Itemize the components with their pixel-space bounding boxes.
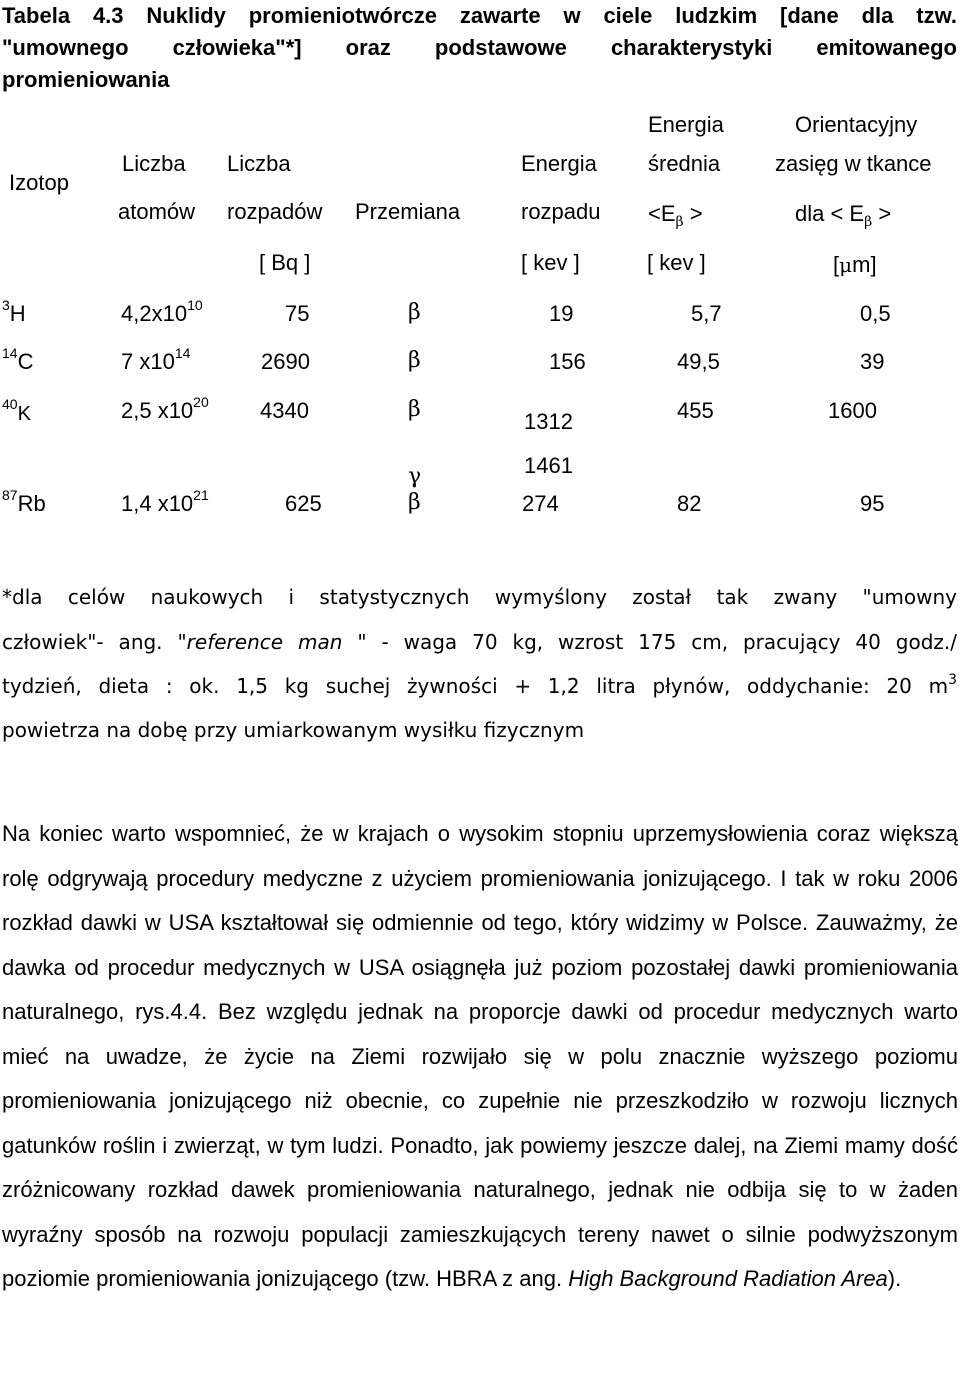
range-cell: 39 (860, 349, 885, 374)
footnote-line-2: człowiek"- ang. "reference man " - waga 70 kg, wzrost 175 cm, pracujący 40 godz./ (2, 630, 958, 654)
energy-cell: 274 (522, 491, 559, 516)
mass-number: 87 (2, 487, 18, 503)
caption-line-2: "umownego człowieka"*] oraz podstawowe charakterystyki emitowanego (2, 35, 957, 60)
table-caption (2, 0, 957, 96)
isotope-cell (2, 487, 46, 516)
range-cell: 1600 (828, 398, 877, 423)
decays-cell: 75 (285, 301, 310, 326)
mu-symbol: μ (839, 253, 853, 277)
header-mean-line2: średnia (648, 151, 721, 176)
range-cell: 0,5 (860, 301, 891, 326)
header-energy-line2: rozpadu (521, 199, 601, 224)
header-atoms-line2: atomów (118, 199, 196, 224)
energy-cell-gamma: 1461 (524, 453, 573, 478)
decays-cell: 625 (285, 491, 322, 516)
header-mean-line3 (648, 201, 703, 230)
decay-mode-cell: β (408, 348, 421, 373)
header-range-line1: Orientacyjny (795, 112, 918, 137)
header-decays-unit: [ Bq ] (259, 250, 311, 275)
decays-cell: 4340 (260, 398, 309, 423)
element-symbol: H (9, 301, 26, 326)
isotope-cell (2, 345, 34, 374)
caption-line-3: promieniowania (2, 67, 170, 92)
reference-man: "reference man " (177, 630, 367, 654)
footnote-line-1: *dla celów naukowych i statystycznych wymyślony został tak zwany "umowny (2, 585, 957, 609)
caption-line-1: Tabela 4.3 Nuklidy promieniotwórcze zawarte w ciele ludzkim [dane dla tzw. (2, 3, 957, 28)
energy-cell: 156 (549, 349, 586, 374)
isotope-cell (2, 297, 26, 326)
decay-mode-cell: β (408, 397, 421, 422)
header-mean-e: <E (648, 201, 676, 226)
decay-mode-cell: β (408, 490, 421, 515)
atoms-cell: 2,5 $x10^{20}$ (121, 394, 209, 423)
header-przemiana: Przemiana (355, 199, 461, 224)
atoms-cell: 7 $x10^{14}$ (121, 345, 191, 374)
mass-number: 40 (2, 396, 18, 412)
mass-number: 3 (2, 297, 10, 313)
mean-energy-cell: 5,7 (691, 301, 722, 326)
element-symbol: Rb (17, 491, 46, 516)
header-range-dla: dla < E (795, 201, 865, 226)
decay-mode-gamma: γ (408, 464, 422, 489)
header-mean-close: > (683, 201, 703, 226)
header-mean-unit: [ kev ] (647, 250, 706, 275)
header-mean-line1: Energia (648, 112, 724, 137)
footnote-line-4: powietrza na dobę przy umiarkowanym wysiłku fizycznym (2, 718, 585, 742)
energy-cell: 19 (549, 301, 574, 326)
mass-number: 14 (2, 345, 18, 361)
decays-cell: 2690 (261, 349, 310, 374)
element-symbol: C (17, 349, 34, 374)
atoms-cell: $4,2x10^{10}$ (121, 297, 203, 326)
hbra-term: High Background Radiation Area (568, 1266, 888, 1291)
header-range-line2: zasięg w tkance (775, 151, 932, 176)
mean-energy-cell: 49,5 (677, 349, 720, 374)
isotope-cell (2, 396, 31, 425)
body-paragraph: Na koniec warto wspomnieć, że w krajach o wysokim stopniu uprzemysłowienia coraz większą rolę odgrywają procedury medyczne z użyciem promieniowania jonizującego. I tak w roku 2006 rozkład dawki w USA kształtował się odmiennie od tego, który widzimy w Polsce. Zauważmy, że dawka od procedur medycznych w USA osiągnęła już poziom pozostałej dawki promieniowania naturalnego, rys.4.4. Bez względu jednak na proporcje dawki od procedur medycznych warto mieć na uwadze, że życie na Ziemi rozwijało się w polu znacznie wyższego poziomu promieniowania jonizującego niż obecnie, co zupełnie nie przeszkodziło w rozwoju licznych gatunków roślin i zwierząt, w tym ludzi. Ponadto, jak powiemy jeszcze dalej, na Ziemi mamy dość zróżnicowany rozkład dawek promieniowania naturalnego, jednak nie odbija się to w żaden wyraźny sposób na rozwoju populacji zamieszkujących tereny nawet o silnie podwyższonym poziomie promieniowania jonizującego (tzw. HBRA z ang. High Background Radiation Area). (2, 821, 958, 1291)
header-range-line3 (795, 201, 892, 230)
header-decays-line2: rozpadów (227, 199, 323, 224)
footnote-line-3: tydzień, dieta : ok. 1,5 kg suchej żywności + 1,2 litra płynów, oddychanie: 20 $m^3$ (2, 672, 957, 698)
element-symbol: K (17, 403, 31, 425)
range-cell: 95 (860, 491, 885, 516)
energy-cell: 1312 (524, 409, 573, 434)
decay-mode-cell: β (408, 300, 421, 325)
mean-energy-cell: 455 (677, 398, 714, 423)
beta-subscript: β (675, 214, 684, 230)
header-range-unit: [μm] (833, 252, 877, 277)
header-decays-line1: Liczba (227, 151, 291, 176)
beta-subscript: β (864, 214, 873, 230)
header-energy-unit: [ kev ] (521, 250, 580, 275)
header-energy-line1: Energia (521, 151, 597, 176)
atoms-cell: 1,4 $x10^{21}$ (121, 487, 209, 516)
mean-energy-cell: 82 (677, 491, 702, 516)
header-range-close: > (872, 201, 892, 226)
header-izotop: Izotop (9, 170, 69, 195)
header-atoms-line1: Liczba (122, 151, 186, 176)
